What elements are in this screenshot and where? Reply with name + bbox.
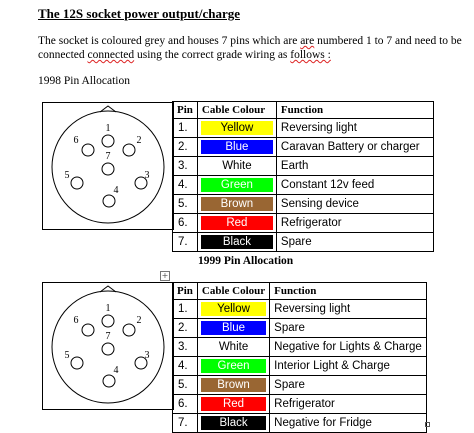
- cable-colour-cell: [197, 300, 269, 319]
- socket-pin-label-5: 5: [64, 170, 70, 181]
- table-row: [173, 157, 434, 176]
- table-row: [173, 395, 427, 414]
- socket-pin-label-5: 5: [64, 350, 70, 361]
- socket-pin-label-6: 6: [73, 135, 79, 146]
- colour-swatch: White: [201, 159, 273, 173]
- pin-number-cell: 6.: [173, 214, 198, 233]
- header-cable-colour: Cable Colour: [197, 283, 269, 300]
- cable-colour-cell: [197, 376, 269, 395]
- colour-swatch: Blue: [201, 140, 273, 154]
- table-row: [173, 138, 434, 157]
- socket-pin-label-3: 3: [144, 170, 150, 181]
- table-row: [173, 338, 427, 357]
- table-row: [173, 176, 434, 195]
- cable-colour-cell: [197, 357, 269, 376]
- pin-number-cell: 4.: [173, 176, 198, 195]
- pin-number-cell: 6.: [173, 395, 198, 414]
- function-cell: Negative for Lights & Charge: [270, 338, 427, 357]
- function-cell: Sensing device: [276, 195, 433, 214]
- table-header-row: [173, 102, 434, 119]
- table-row: [173, 357, 427, 376]
- section-1999-heading: 1999 Pin Allocation: [198, 255, 294, 267]
- socket-pin-label-1: 1: [105, 123, 111, 134]
- pin-number-cell: 2.: [173, 319, 198, 338]
- socket-pin-7: [102, 343, 114, 355]
- function-cell: Refrigerator: [270, 395, 427, 414]
- socket-pin-5: [71, 357, 83, 369]
- colour-swatch: Red: [201, 216, 273, 230]
- socket-pin-label-2: 2: [136, 135, 142, 146]
- socket-diagram-1998: [42, 102, 174, 230]
- pin-number-cell: 3.: [173, 338, 198, 357]
- table-row: [173, 119, 434, 138]
- colour-swatch: Black: [201, 416, 266, 430]
- colour-swatch: Black: [201, 235, 273, 249]
- table-row: [173, 300, 427, 319]
- cable-colour-cell: [197, 195, 276, 214]
- intro-wavy-word-2: connected: [87, 49, 135, 61]
- table-row: [173, 319, 427, 338]
- pin-number-cell: 1.: [173, 119, 198, 138]
- function-cell: Spare: [276, 233, 433, 252]
- socket-pin-label-7: 7: [105, 151, 111, 162]
- socket-pin-4: [103, 375, 115, 387]
- function-cell: Spare: [270, 376, 427, 395]
- cable-colour-cell: [197, 214, 276, 233]
- intro-paragraph: [38, 34, 468, 62]
- pin-table-1998: [172, 101, 434, 252]
- intro-text-3: using the correct grade wiring as: [134, 49, 291, 61]
- function-cell: Constant 12v feed: [276, 176, 433, 195]
- socket-pin-label-4: 4: [113, 365, 119, 376]
- socket-pin-6: [82, 144, 94, 156]
- socket-diagram-1999: [42, 282, 174, 410]
- document-title: The 12S socket power output/charge: [38, 6, 240, 21]
- intro-text-1: The socket is coloured grey and houses 7 pins which are: [38, 35, 301, 47]
- socket-pin-2: [123, 144, 135, 156]
- pin-number-cell: 5.: [173, 195, 198, 214]
- header-pin: Pin: [173, 283, 198, 300]
- cable-colour-cell: [197, 338, 269, 357]
- colour-swatch: Brown: [201, 197, 273, 211]
- colour-swatch: Brown: [201, 378, 266, 392]
- pin-table-1999: [172, 282, 427, 433]
- colour-swatch: Green: [201, 359, 266, 373]
- table-header-row: [173, 283, 427, 300]
- cable-colour-cell: [197, 395, 269, 414]
- function-cell: Reversing light: [276, 119, 433, 138]
- colour-swatch: Yellow: [201, 302, 266, 316]
- colour-swatch: Green: [201, 178, 273, 192]
- pin-number-cell: 3.: [173, 157, 198, 176]
- table-row: [173, 233, 434, 252]
- header-pin: Pin: [173, 102, 198, 119]
- cable-colour-cell: [197, 119, 276, 138]
- socket-pin-label-3: 3: [144, 350, 150, 361]
- socket-pin-1: [102, 315, 114, 327]
- function-cell: Earth: [276, 157, 433, 176]
- socket-pin-label-2: 2: [136, 315, 142, 326]
- cable-colour-cell: [197, 157, 276, 176]
- pin-number-cell: 4.: [173, 357, 198, 376]
- intro-text-2: numbered 1 to 7 and need to be connected: [38, 35, 462, 61]
- colour-swatch: Yellow: [201, 121, 273, 135]
- pin-number-cell: 5.: [173, 376, 198, 395]
- pin-number-cell: 1.: [173, 300, 198, 319]
- table-row: [173, 195, 434, 214]
- colour-swatch: White: [201, 340, 266, 354]
- section-1998-heading: 1998 Pin Allocation: [38, 75, 130, 87]
- socket-pin-6: [82, 324, 94, 336]
- header-function: Function: [276, 102, 433, 119]
- table-resize-handle-icon[interactable]: [425, 422, 430, 427]
- socket-pin-7: [102, 163, 114, 175]
- table-row: [173, 376, 427, 395]
- cable-colour-cell: [197, 138, 276, 157]
- socket-pin-label-6: 6: [73, 315, 79, 326]
- function-cell: Interior Light & Charge: [270, 357, 427, 376]
- cable-colour-cell: [197, 319, 269, 338]
- function-cell: Negative for Fridge: [270, 414, 427, 433]
- socket-pin-label-4: 4: [113, 185, 119, 196]
- cable-colour-cell: [197, 233, 276, 252]
- function-cell: Spare: [270, 319, 427, 338]
- colour-swatch: Blue: [201, 321, 266, 335]
- pin-number-cell: 2.: [173, 138, 198, 157]
- table-move-handle-icon[interactable]: +: [161, 271, 169, 280]
- function-cell: Reversing light: [270, 300, 427, 319]
- pin-number-cell: 7.: [173, 414, 198, 433]
- socket-pin-4: [103, 195, 115, 207]
- pin-number-cell: 7.: [173, 233, 198, 252]
- function-cell: Refrigerator: [276, 214, 433, 233]
- socket-pin-1: [102, 135, 114, 147]
- intro-wavy-word-3: follows :: [290, 49, 331, 61]
- colour-swatch: Red: [201, 397, 266, 411]
- socket-pin-label-7: 7: [105, 331, 111, 342]
- cable-colour-cell: [197, 176, 276, 195]
- socket-svg-1999: [43, 283, 173, 409]
- function-cell: Caravan Battery or charger: [276, 138, 433, 157]
- socket-pin-5: [71, 177, 83, 189]
- socket-pin-label-1: 1: [105, 303, 111, 314]
- socket-svg-1998: [43, 103, 173, 229]
- table-row: [173, 214, 434, 233]
- intro-wavy-word-1: are: [300, 35, 315, 47]
- header-cable-colour: Cable Colour: [197, 102, 276, 119]
- header-function: Function: [270, 283, 427, 300]
- socket-pin-2: [123, 324, 135, 336]
